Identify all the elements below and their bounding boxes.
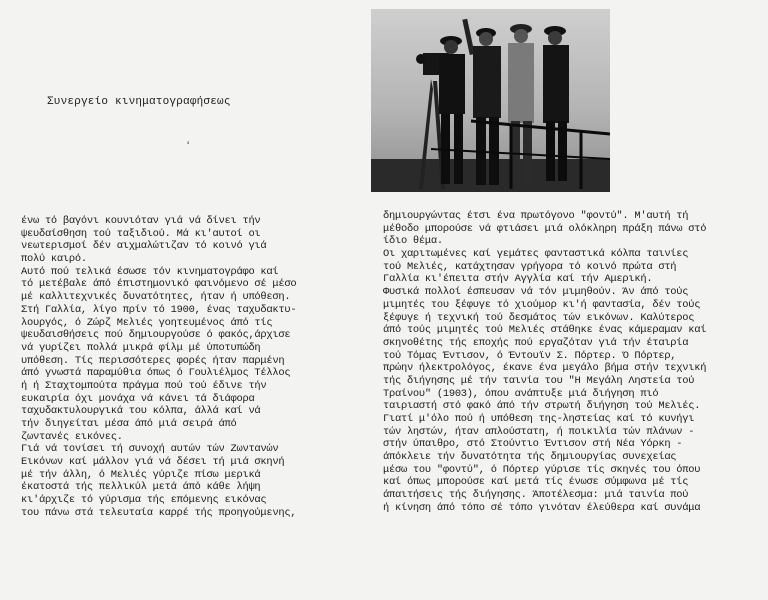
text-line: μέ τήν άλλη, ό Μελιές γύριζε πίσω μερικά	[21, 468, 261, 481]
text-line: άπό τούς μιμητές τού Μελιές στάθηκε ένας κάμεραμαν καί	[383, 324, 707, 337]
text-line: νεωτερισμοί δέν αιχμαλώτιζαν τό κοινό γιά	[21, 240, 267, 253]
text-line: Στή Γαλλία, λίγο πρίν τό 1900, ένας ταχυδακτυ-	[21, 303, 297, 316]
text-line: καί όπως μπορούσε καί μετά τίς ένωσε σύμφωνα μέ τίς	[383, 476, 689, 489]
text-line: Φυσικά πολλοί έσπευσαν νά τόν μιμηθούν. Άν άπό τούς	[383, 286, 689, 299]
text-line: άπόκλειε τήν δυνατότητα τής δημιουργίας συνεχείας	[383, 451, 677, 464]
text-line: πρώην ήλεκτρολόγος, έκανε ένα μεγάλο βήμα στήν τεχνική	[383, 362, 707, 375]
text-line: ψευδαισθήσεις πού δημιουργούσε ό φακός,άρχισε	[21, 329, 291, 342]
text-line: του πάνω στά τελευταία καρρέ τής προηγούμενης,	[21, 506, 297, 519]
text-line: ψευδαίσθηση τού ταξιδιού. Μά κι'αυτοί οι	[21, 227, 261, 240]
text-line: δημιουργώντας έτσι ένα πρωτόγονο "φοντύ". Μ'αυτή τή	[383, 210, 689, 222]
text-line: σκηνοθέτης τής εποχής πού εργαζόταν γιά τήν έταιρία	[383, 336, 689, 349]
text-line: τού Τόμας Έντισον, ό Έντουϊν Σ. Πόρτερ. Ό Πόρτερ,	[383, 349, 677, 362]
text-line: μέθοδο μπορούσε νά φτιάσει μιά ολόκληρη πράξη πάνω στό	[383, 222, 707, 235]
text-line: Αυτό πού τελικά έσωσε τόν κινηματογράφο καί	[21, 265, 279, 278]
right-text-column	[383, 210, 763, 515]
text-line: Οι χαριτωμένες καί γεμάτες φανταστικά κόλπα ταινίες	[383, 248, 689, 261]
text-line: μέσω του "φοντύ", ό Πόρτερ γύρισε τίς σκηνές του όπου	[383, 463, 701, 476]
text-line: τής διήγησης μέ τήν ταινία του "Η Μεγάλη Ληστεία τού	[383, 374, 695, 387]
text-line: Τραίνου" (1903), όπου ανάπτυξε μιά διήγηση πιό	[383, 387, 659, 400]
text-line: κι'άρχιζε τό γύρισμα τής επόμενης εικόνας	[21, 494, 267, 507]
photo-image	[371, 9, 610, 192]
text-line: λουργός, ό Ζώρζ Μελιές γοητευμένος άπό τίς	[21, 316, 273, 329]
text-line: τό μετέβαλε άπό έπιστημονικό φαινόμενο σέ μέσο	[21, 278, 297, 291]
stray-mark: ʻ	[184, 140, 193, 156]
text-line: Γιά νά τονίσει τή συνοχή αυτών τών Ζωντανών	[21, 443, 279, 456]
text-line: νά γυρίζει πολλά μικρά φίλμ μέ ύποτυπώδη	[21, 341, 261, 354]
text-line: ή κίνηση άπό τόπο σέ τόπο γινόταν έλεύθερα καί συνάμα	[383, 501, 701, 514]
text-line: μέ καλλιτεχνικές δυνατότητες, ήταν ή υπόθεση.	[21, 291, 291, 304]
text-line: έκατοστά τής πελλικύλ μετά άπό κάθε λήψη	[21, 481, 261, 494]
text-line: μιμητές του ξέφυγε τό χιούμορ κι'ή φαντασία, δέν τούς	[383, 298, 701, 311]
text-line: ταχυδακτυλουργικά του κόλπα, άλλά καί νά	[21, 405, 261, 418]
text-line: ζωντανές εικόνες.	[21, 430, 123, 443]
text-line: τών ληστών, ήταν απλούστατη, ή ποικιλία τών πλάνων -	[383, 425, 695, 438]
text-line: υπόθεση. Τίς περισσότερες φορές ήταν παρμένη	[21, 354, 285, 367]
left-text-column	[21, 215, 367, 520]
text-line: πολύ καιρό.	[21, 253, 87, 266]
text-line: άπό γνωστά παραμύθια όπως ό Γουλιέλμος Τέλλος	[21, 367, 291, 380]
text-line: τήν διηγείται μέσα άπό μιά σειρά άπό	[21, 418, 237, 430]
text-line: Γαλλία κι'έπειτα στήν Αγγλία καί τήν Αμερική.	[383, 273, 653, 286]
text-line: ή ή Σταχτομπούτα πράγμα πού τού έδινε τήν	[21, 379, 267, 392]
text-line: Γιατί μ'όλο πού ή υπόθεση της-ληστείας καί τό κυνήγι	[383, 413, 695, 425]
text-line: άπαιτήσεις τής διήγησης. Άποτέλεσμα: μιά ταινία πού	[383, 489, 689, 502]
text-line: ένω τό βαγόνι κουνιόταν γιά νά δίνει τήν	[21, 215, 261, 227]
text-line: τού Μελιές, κατάχτησαν γρήγορα τό κοινό πρώτα στή	[383, 260, 677, 273]
text-line: ξέφυγε ή τεχνική τού δεσμάτος τών εικόνων. Καλύτερος	[383, 311, 695, 324]
text-line: ταιριαστή στό φακό άπό τήν στρωτή διήγηση τού Μελιές.	[383, 400, 701, 413]
text-line: ίδιο θέμα.	[383, 235, 443, 248]
photo-caption: Συνεργείο κινηματογραφήσεως	[47, 96, 231, 108]
film-crew-photograph	[371, 9, 610, 192]
text-line: ευκαιρία όχι μονάχα νά κάνει τά διάφορα	[21, 392, 255, 405]
text-line: στήν ύπαιθρο, στό Στούντιο Έντισον στή Νέα Υόρκη -	[383, 438, 683, 451]
text-line: Εικόνων καί μάλλον γιά νά δέσει τή μιά σκηνή	[21, 456, 285, 469]
